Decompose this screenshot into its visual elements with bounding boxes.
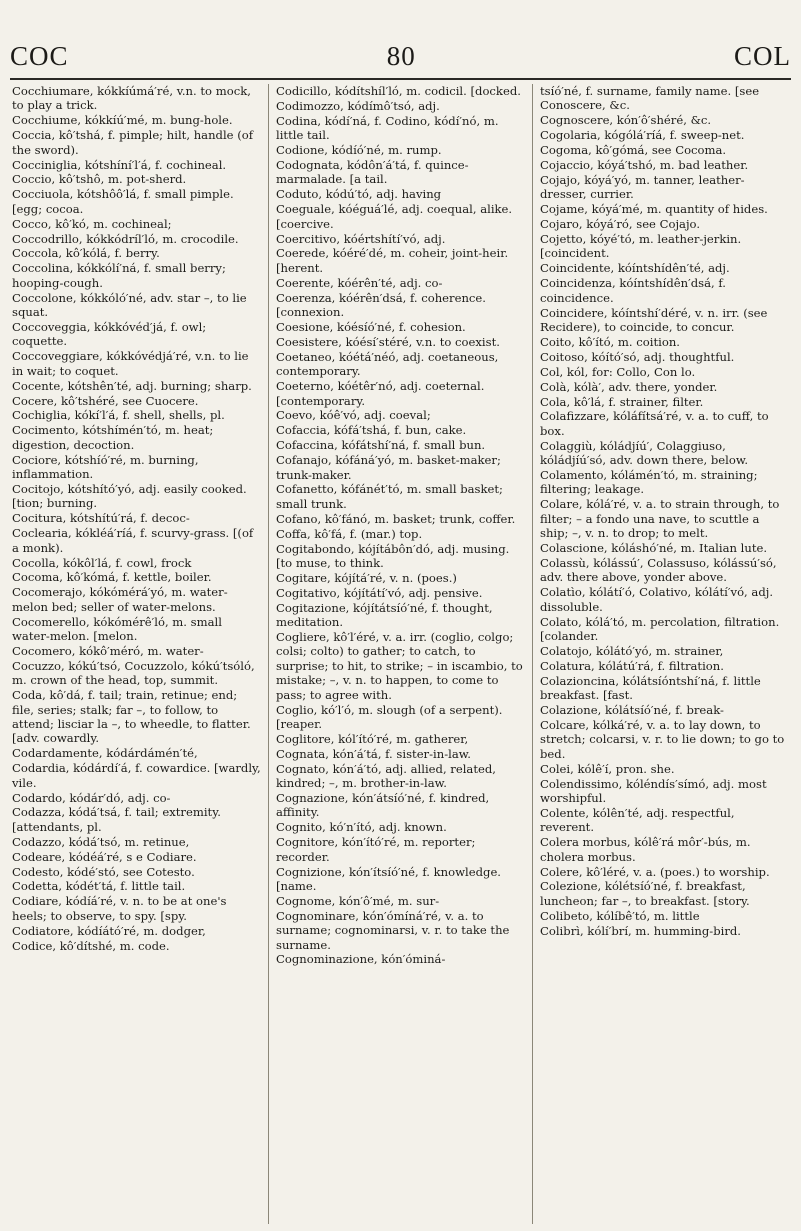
- dictionary-entry: Coincidere, kóíntshí′déré, v. n. irr. (see Recidere), to coincide, to concur.: [540, 305, 768, 334]
- dictionary-entry: Codardia, kódárdí′á, f. cowardice. [wardly, vile.: [12, 761, 261, 790]
- dictionary-entry: Coccolone, kókkóló′né, adv. star –, to lie squat.: [12, 290, 247, 320]
- dictionary-entry: tsíó′né, f. surname, family name. [see Conoscere, &c.: [540, 84, 760, 113]
- dictionary-entry: Codiatore, kódíátó′ré, m. dodger,: [12, 923, 206, 938]
- dictionary-entry: Coevo, kóê′vó, adj. coeval;: [276, 408, 431, 423]
- dictionary-entry: Coercitivo, kóértshítí′vó, adj.: [276, 231, 446, 246]
- dictionary-entry: Cocchiumare, kókkíúmá′ré, v.n. to mock, to play a trick.: [12, 84, 251, 113]
- dictionary-entry: Coccio, kô′tshô, m. pot-sherd.: [12, 172, 187, 187]
- column-3: [540, 84, 790, 939]
- dictionary-entry: Codina, kódí′ná, f. Codino, kódí′nó, m. little tail.: [276, 113, 499, 143]
- dictionary-entry: Coclearia, kókléá′ríá, f. scurvy-grass. [(of a monk).: [12, 526, 254, 555]
- dictionary-entry: Cognazione, kón′átsíó′né, f. kindred, affinity.: [276, 791, 490, 820]
- dictionary-entry: Cofano, kô′fánó, m. basket; trunk, coffer.: [276, 511, 516, 526]
- dictionary-entry: Codognata, kódôn′á′tá, f. quince-marmalade. [a tail.: [276, 158, 469, 187]
- header-left-guide-word: COC: [10, 41, 69, 71]
- dictionary-entry: Cocco, kô′kó, m. cochineal;: [12, 216, 172, 231]
- dictionary-entry: Cocimento, kótshímén′tó, m. heat; digestion, decoction.: [12, 423, 214, 452]
- dictionary-entry: Coccolina, kókkólí′ná, f. small berry; hooping-cough.: [12, 261, 226, 290]
- dictionary-entry: Cocente, kótshên′té, adj. burning; sharp.: [12, 378, 252, 393]
- header-rule: [10, 78, 791, 80]
- dictionary-entry: Cocciniglia, kótshíní′l′á, f. cochineal.: [12, 157, 227, 172]
- dictionary-entry: Codardamente, kódárdámén′té,: [12, 746, 198, 761]
- dictionary-entry: Coccoveggiare, kókkóvédjá′ré, v.n. to lie in wait; to coquet.: [12, 349, 249, 378]
- dictionary-entry: Cognominazione, kón′óminá-: [276, 952, 446, 967]
- dictionary-entry: Codeare, kódéá′ré, s e Codiare.: [12, 849, 197, 864]
- dictionary-entry: Codetta, kódét′tá, f. little tail.: [12, 879, 186, 894]
- dictionary-entry: Codardo, kódár′dó, adj. co-: [12, 790, 171, 805]
- dictionary-entry: Cogolaria, kógólá′ríá, f. sweep-net.: [540, 128, 745, 143]
- dictionary-entry: Coincidente, kóíntshídên′té, adj.: [540, 261, 730, 276]
- dictionary-entry: Cocere, kô′tshéré, see Cuocere.: [12, 393, 199, 408]
- dictionary-entry: Cocciuola, kótshôô′lá, f. small pimple. [egg; cocoa.: [12, 187, 234, 216]
- dictionary-entry: Cognito, kó′n′ító, adj. known.: [276, 820, 447, 835]
- dictionary-entry: Colascione, kóláshó′né, m. Italian lute.: [540, 541, 768, 556]
- dictionary-entry: Cocitura, kótshítú′rá, f. decoc-: [12, 511, 190, 526]
- dictionary-entry: Coeguale, kóéguá′lé, adj. coequal, alike. [coercive.: [276, 202, 513, 231]
- dictionary-entry: Colibeto, kólíbê′tó, m. little: [540, 908, 700, 923]
- dictionary-entry: Cogoma, kô′gómá, see Cocoma.: [540, 143, 727, 158]
- dictionary-entry: Coglitore, kól′ító′ré, m. gatherer,: [276, 731, 469, 746]
- dictionary-entry: Coerenza, kóérên′dsá, f. coherence. [connexion.: [276, 290, 486, 320]
- dictionary-entry: Coitoso, kóító′só, adj. thoughtful.: [540, 349, 735, 364]
- dictionary-entry: Codice, kô′dítshé, m. code.: [12, 938, 170, 953]
- dictionary-entry: Coccia, kô′tshá, f. pimple; hilt, handle (of the sword).: [12, 128, 254, 157]
- dictionary-entry: Cojame, kóyá′mé, m. quantity of hides.: [540, 202, 768, 217]
- running-header: [10, 4, 791, 76]
- dictionary-entry: Coda, kô′dá, f. tail; train, retinue; end; file, series; stalk; far –, to follow, to attend; lisciar la –, to wheedle, to flatter. [adv. cowardly.: [12, 688, 251, 746]
- dictionary-entry: Cognome, kón′ô′mé, m. sur-: [276, 893, 440, 908]
- dictionary-entry: Codazza, kódá′tsá, f. tail; extremity. [attendants, pl.: [12, 805, 221, 834]
- dictionary-entry: Cognitore, kón′ító′ré, m. reporter; recorder.: [276, 835, 476, 864]
- dictionary-entry: Cogitare, kójítá′ré, v. n. (poes.): [276, 570, 457, 585]
- dictionary-entry: Coerede, kóéré′dé, m. coheir, joint-heir. [herent.: [276, 246, 509, 275]
- dictionary-entry: Cocuzzo, kókú′tsó, Cocuzzolo, kókú′tsóló, m. crown of the head, top, summit.: [12, 658, 255, 688]
- dictionary-entry: Coccoveggia, kókkóvéd′já, f. owl; coquette.: [12, 320, 207, 349]
- dictionary-entry: Cognato, kón′á′tó, adj. allied, related, kindred; –, m. brother-in-law.: [276, 761, 496, 791]
- dictionary-entry: Colazione, kólátsíó′né, f. break-: [540, 703, 724, 718]
- dictionary-entry: Codiare, kódíá′ré, v. n. to be at one's heels; to observe, to spy. [spy.: [12, 894, 227, 923]
- dictionary-entry: Colatìo, kólátí′ó, Colativo, kólátí′vó, adj. dissoluble.: [540, 585, 774, 614]
- dictionary-entry: Colare, kólá′ré, v. a. to strain through, to filter; – a fondo una nave, to scuttle a ship; –, v. n. to drop; to melt.: [540, 497, 780, 541]
- dictionary-entry: Coerente, kóérên′té, adj. co-: [276, 275, 443, 290]
- dictionary-entry: Cocolla, kókôl′lá, f. cowl, frock: [12, 555, 192, 570]
- column-2: [276, 84, 526, 967]
- dictionary-entry: Colà, kólà′, adv. there, yonder.: [540, 379, 718, 394]
- dictionary-entry: Coglio, kó′l′ó, m. slough (of a serpent). [reaper.: [276, 702, 503, 731]
- dictionary-entry: Cocchiume, kókkíú′mé, m. bung-hole.: [12, 113, 233, 128]
- dictionary-entry: Cocoma, kô′kómá, f. kettle, boiler.: [12, 570, 212, 585]
- dictionary-entry: Codicillo, kódítshíl′ló, m. codicil. [docked.: [276, 84, 521, 98]
- dictionary-entry: Cojajo, kóyá′yó, m. tanner, leather-dresser, currier.: [540, 172, 745, 202]
- dictionary-entry: Cociore, kótshíó′ré, m. burning, inflammation.: [12, 452, 199, 482]
- dictionary-entry: Coccola, kô′kólá, f. berry.: [12, 246, 160, 261]
- dictionary-entry: Col, kól, for: Collo, Con lo.: [540, 364, 696, 379]
- dictionary-entry: Cofanajo, kófáná′yó, m. basket-maker; trunk-maker.: [276, 453, 501, 482]
- dictionary-entry: Cognata, kón′á′tá, f. sister-in-law.: [276, 746, 471, 761]
- dictionary-entry: Colazioncina, kólátsíóntshí′ná, f. little breakfast. [fast.: [540, 673, 761, 703]
- dictionary-entry: Cojetto, kóyé′tó, m. leather-jerkin. [coincident.: [540, 232, 742, 261]
- dictionary-entry: Coesistere, kóésí′stéré, v.n. to coexist.: [276, 334, 500, 349]
- dictionary-entry: Colei, kólê′í, pron. she.: [540, 761, 675, 776]
- dictionary-entry: Cocitojo, kótshító′yó, adj. easily cooked. [tion; burning.: [12, 481, 247, 511]
- dictionary-entry: Colafizzare, kóláfítsá′ré, v. a. to cuff, to box.: [540, 409, 769, 438]
- dictionary-entry: Coetaneo, kóétá′néó, adj. coetaneous, contemporary.: [276, 349, 499, 379]
- dictionary-entry: Colere, kô′léré, v. a. (poes.) to worship.: [540, 864, 770, 879]
- dictionary-entry: Codione, kódíó′né, m. rump.: [276, 143, 442, 158]
- dictionary-entry: Cognizione, kón′ítsíó′né, f. knowledge. [name.: [276, 864, 501, 893]
- dictionary-entry: Cofaccina, kófátshí′ná, f. small bun.: [276, 438, 486, 453]
- dictionary-entry: Colaggiù, kóládjíú′, Colaggiuso, kóládjíú′só, adv. down there, below.: [540, 438, 749, 468]
- dictionary-entry: Cogitativo, kójítátí′vó, adj. pensive.: [276, 585, 483, 600]
- dictionary-entry: Colassù, kólássú′, Colassuso, kólássú′só, adv. there above, yonder above.: [540, 556, 777, 585]
- dictionary-entry: Cofaccia, kófá′tshá, f. bun, cake.: [276, 423, 467, 438]
- dictionary-entry: Cocomerello, kókómérê′ló, m. small water-melon. [melon.: [12, 614, 222, 644]
- dictionary-entry: Colatura, kólátú′rá, f. filtration.: [540, 658, 724, 673]
- dictionary-entry: Cofanetto, kófánét′tó, m. small basket; small trunk.: [276, 482, 503, 511]
- dictionary-entry: Cocomero, kókô′méró, m. water-: [12, 643, 204, 658]
- dictionary-entry: Cogitazione, kójítátsíó′né, f. thought, meditation.: [276, 600, 493, 630]
- dictionary-entry: Cognoscere, kón′ô′shéré, &c.: [540, 113, 712, 128]
- dictionary-entry: Cojaccio, kóyá′tshó, m. bad leather.: [540, 158, 749, 173]
- dictionary-entry: Cocomerajo, kókómérá′yó, m. water-melon bed; seller of water-melons.: [12, 585, 228, 614]
- dictionary-entry: Coffa, kô′fá, f. (mar.) top.: [276, 526, 423, 541]
- dictionary-entry: Cojaro, kóyá′ró, see Cojajo.: [540, 217, 701, 232]
- dictionary-entry: Cochiglia, kókí′l′á, f. shell, shells, pl.: [12, 408, 225, 423]
- header-right-guide-word: COL: [734, 41, 791, 71]
- page-number: 80: [386, 41, 416, 71]
- dictionary-entry: Colibrì, kólí′brí, m. humming-bird.: [540, 923, 741, 938]
- dictionary-entry: Cogliere, kô′l′éré, v. a. irr. (coglio, colgo; colsi; colto) to gather; to catch, to surprise; to hit, to strike; – in iscambio, to mistake; –, v. n. to happen, to come to pass; to agree with.: [276, 630, 523, 702]
- dictionary-entry: Colendissimo, kóléndís′símó, adj. most worshipful.: [540, 776, 767, 805]
- dictionary-entry: Coccodrillo, kókkódríl′ló, m. crocodile.: [12, 231, 239, 246]
- dictionary-entry: Cola, kô′lá, f. strainer, filter.: [540, 394, 704, 409]
- dictionary-entry: Colente, kólên′té, adj. respectful, reverent.: [540, 805, 735, 835]
- dictionary-entry: Codesto, kódé′stó, see Cotesto.: [12, 864, 195, 879]
- dictionary-entry: Coesione, kóésíó′né, f. cohesion.: [276, 320, 466, 334]
- dictionary-entry: Colcare, kólká′ré, v. a. to lay down, to stretch; colcarsi, v. r. to lie down; to go to bed.: [540, 717, 785, 761]
- dictionary-entry: Colera morbus, kólê′rá môr′-bús, m. cholera morbus.: [540, 835, 751, 864]
- dictionary-entry: Colamento, kólámén′tó, m. straining; filtering; leakage.: [540, 468, 758, 497]
- dictionary-entry: Colezione, kólétsíó′né, f. breakfast, luncheon; far –, to breakfast. [story.: [540, 879, 750, 908]
- dictionary-entry: Colato, kólá′tó, m. percolation, filtration. [colander.: [540, 614, 780, 644]
- dictionary-entry: Coduto, kódú′tó, adj. having: [276, 187, 442, 202]
- dictionary-entry: Codazzo, kódá′tsó, m. retinue,: [12, 834, 190, 849]
- column-1: [12, 84, 262, 953]
- dictionary-entry: Coeterno, kóétêr′nó, adj. coeternal. [contemporary.: [276, 379, 485, 408]
- column-divider: [268, 84, 269, 1224]
- dictionary-entry: Codimozzo, kódímô′tsó, adj.: [276, 98, 440, 113]
- dictionary-entry: Coito, kô′ító, m. coition.: [540, 334, 680, 349]
- dictionary-entry: Coincidenza, kóíntshídên′dsá, f. coincidence.: [540, 276, 726, 305]
- column-divider: [532, 84, 533, 1224]
- dictionary-entry: Cognominare, kón′ómíná′ré, v. a. to surname; cognominarsi, v. r. to take the surname.: [276, 908, 510, 952]
- dictionary-entry: Colatojo, kólátó′yó, m. strainer,: [540, 643, 724, 658]
- dictionary-entry: Cogitabondo, kójítábôn′dó, adj. musing. [to muse, to think.: [276, 541, 510, 570]
